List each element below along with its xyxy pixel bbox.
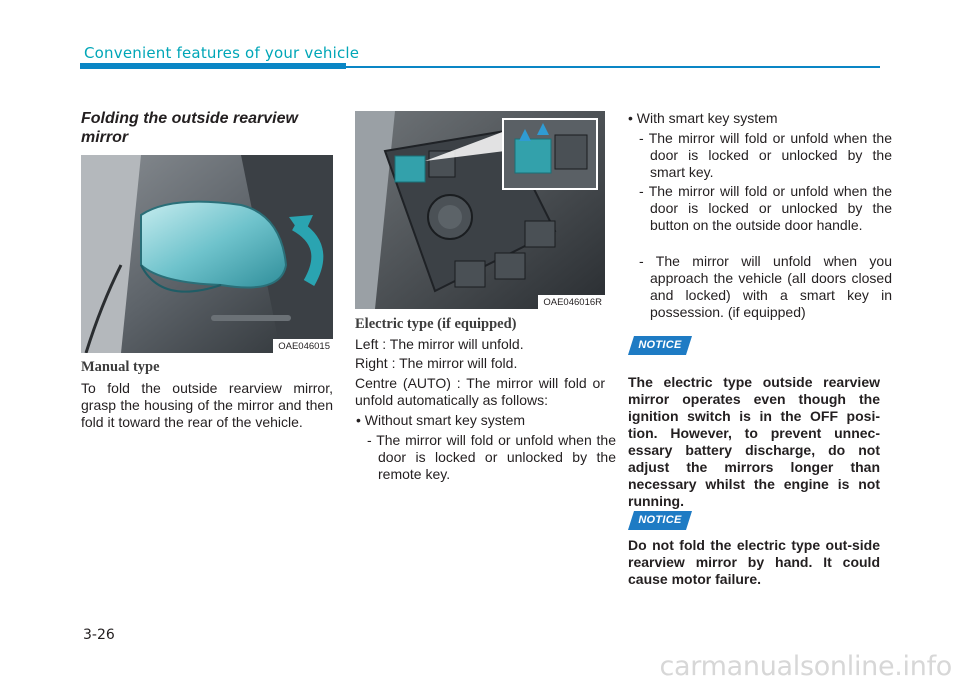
electric-switch-photo <box>355 111 605 309</box>
left-position-text: Left : The mirror will unfold. <box>355 336 524 352</box>
header-rule-thin <box>346 66 880 68</box>
notice-badge <box>628 336 692 355</box>
manual-mirror-photo <box>81 155 333 353</box>
smart-key-detail-2: - The mirror will fold or unfold when the door is locked or unlocked by the button on the outside door handle. <box>639 183 892 233</box>
section-header-title: Convenient features of your vehicle <box>84 44 360 62</box>
with-smart-key-bullet: • With smart key system <box>628 110 778 126</box>
notice-label: NOTICE <box>638 339 682 351</box>
image-code-label: OAE046015 <box>273 339 333 353</box>
smart-key-detail-3: - The mirror will unfold when you approach the vehicle (all doors closed and locked) with a smart key in possession. (if equipped) <box>639 253 892 320</box>
mirror-fold-illustration <box>81 155 333 353</box>
smart-key-detail-1: - The mirror will fold or unfold when the door is locked or unlocked by the smart key. <box>639 130 892 180</box>
header-rule-thick <box>80 63 346 69</box>
electric-type-heading: Electric type (if equipped) <box>355 316 517 332</box>
notice-badge <box>628 511 692 530</box>
centre-auto-text: Centre (AUTO) : The mirror will fold or unfold automatically as follows: <box>355 375 605 408</box>
notice-battery-text: The electric type outside rearview mirror operates even though the ignition switch is in the OFF posi-tion. However, to prevent unnec-essary battery discharge, do not adjust the mirrors longer than necessary whilst the engine is not running. <box>628 374 880 509</box>
manual-type-heading: Manual type <box>81 359 160 375</box>
without-smart-key-bullet: • Without smart key system <box>356 412 526 428</box>
without-smart-key-detail: - The mirror will fold or unfold when the door is locked or unlocked by the remote key. <box>367 432 616 482</box>
right-position-text: Right : The mirror will fold. <box>355 355 518 371</box>
watermark: carmanualsonline.info <box>659 651 952 682</box>
mirror-switch-illustration <box>355 111 605 309</box>
manual-type-text: To fold the outside rearview mirror, grasp the housing of the mirror and then fold it toward the rear of the vehicle. <box>81 380 333 430</box>
notice-motor-text: Do not fold the electric type out-side rearview mirror by hand. It could cause motor failure. <box>628 537 880 587</box>
section-title: Folding the outside rearview mirror <box>81 110 298 146</box>
image-code-label: OAE046016R <box>538 295 605 309</box>
page-number: 3-26 <box>83 627 115 643</box>
notice-label: NOTICE <box>638 514 682 526</box>
